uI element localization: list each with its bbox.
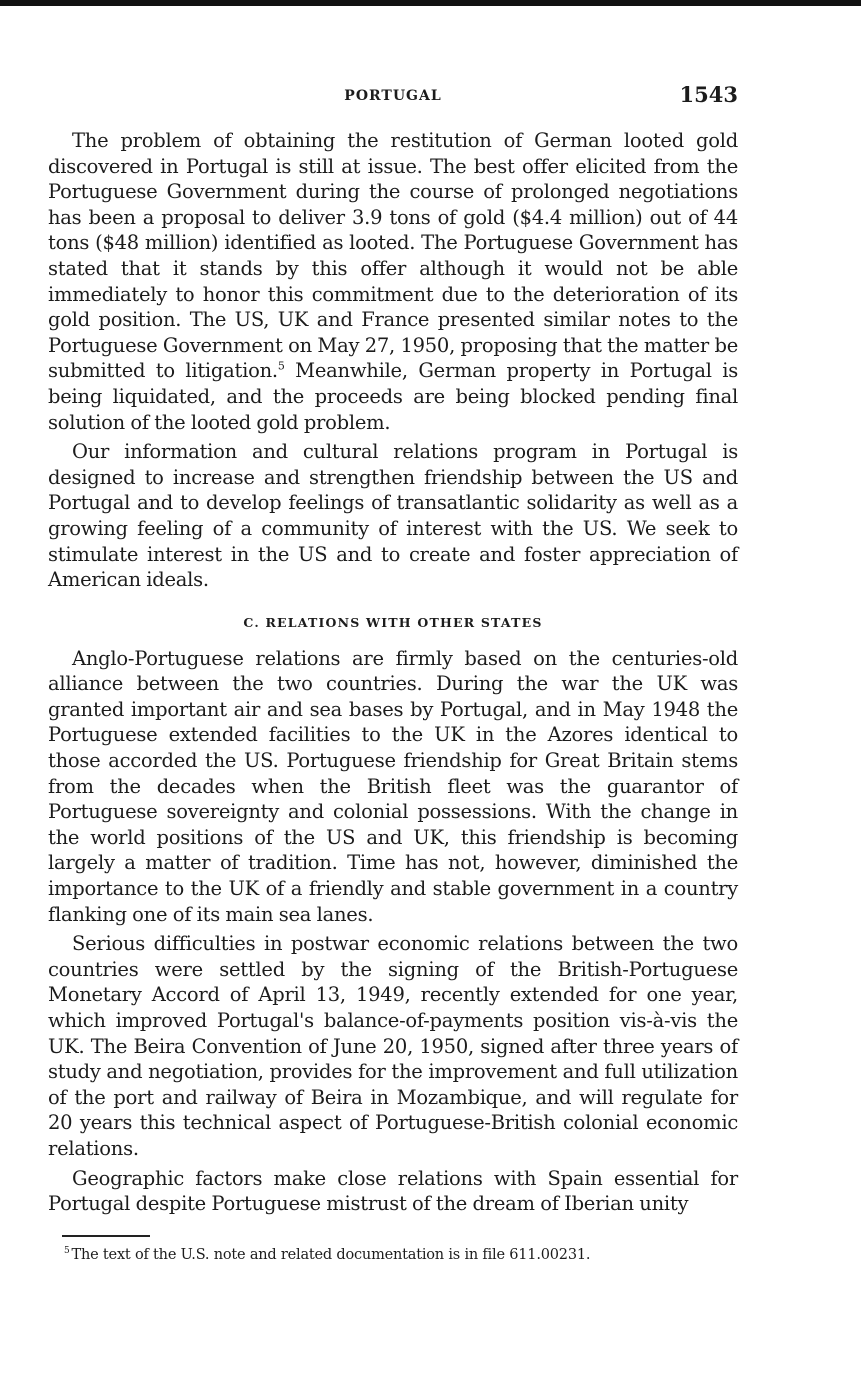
paragraph-looted-gold-text: The problem of obtaining the restitution of German looted gold discovered in Portugal is still at issue. The best offer elicited from the Portuguese Government during the course of prolonged negotiations has been a proposal to deliver 3.9 tons of gold ($4.4 million) out of 44 tons ($48 million) identified as looted. The Portuguese Government has stated that it stands by this offer although it would not be able immediately to honor this commitment due to the deterioration of its gold position. The US, UK and France presented similar notes to the Portuguese Government on May 27, 1950, proposing that the matter be submitted to litigation. — [48, 129, 738, 383]
footnote-reference: 5 — [277, 359, 285, 373]
paragraph-economic-relations: Serious difficulties in postwar economic relations between the two countries were settled by the signing of the British-Portuguese Monetary Accord of April 13, 1949, recently extended for one year, which improved Portugal's balance-of-payments position vis-à-vis the UK. The Beira Convention of June 20, 1950, signed after three years of study and negotiation, provides for the improvement and full utilization of the port and railway of Beira in Mozambique, and will regulate for 20 years this technical aspect of Portuguese-British colonial economic relations. — [48, 932, 738, 1160]
running-title: PORTUGAL — [344, 88, 442, 104]
paragraph-looted-gold-text-continued: Meanwhile, German property in Portugal is being liquidated, and the proceeds are being blocked pending final solution of the looted gold problem. — [48, 359, 739, 434]
footnote-text: The text of the U.S. note and related documentation is in file 611.00231. — [71, 1246, 591, 1263]
footnote-marker: 5 — [64, 1245, 70, 1256]
page-number: 1543 — [679, 82, 738, 107]
paragraph-anglo-portuguese: Anglo-Portuguese relations are firmly based on the centuries-old alliance between the two countries. During the war the UK was granted important air and sea bases by Portugal, and in May 1948 the Portuguese extended facilities to the UK in the Azores identical to those accorded the US. Portuguese friendship for Great Britain stems from the decades when the British fleet was the guarantor of Portuguese sovereignty and colonial possessions. With the change in the world positions of the US and UK, this friendship is becoming largely a matter of tradition. Time has not, however, diminished the importance to the UK of a friendly and stable government in a country flanking one of its main sea lanes. — [48, 646, 738, 926]
document-page — [48, 82, 738, 1265]
section-heading: C. RELATIONS WITH OTHER STATES — [243, 614, 543, 630]
running-header — [48, 82, 738, 116]
paragraph-spain: Geographic factors make close relations with Spain essential for Portugal despite Portuguese mistrust of the dream of Iberian unity — [48, 1166, 738, 1216]
paragraph-looted-gold — [48, 128, 738, 435]
footnote — [64, 1245, 738, 1265]
footnote-divider — [62, 1235, 150, 1237]
page-top-border — [0, 0, 861, 6]
paragraph-cultural-relations: Our information and cultural relations program in Portugal is designed to increase and strengthen friendship between the US and Portugal and to develop feelings of transatlantic solidarity as well as a growing feeling of a community of interest with the US. We seek to stimulate interest in the US and to create and foster appreciation of American ideals. — [48, 440, 738, 592]
